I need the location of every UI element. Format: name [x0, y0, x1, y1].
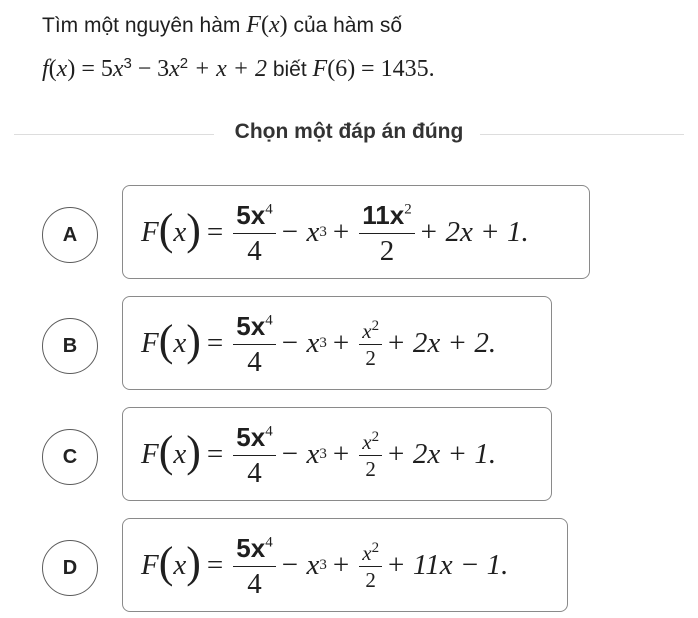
question-intro: Tìm một nguyên hàm	[42, 14, 241, 37]
divider-right	[480, 134, 684, 135]
frac2-exp: 2	[371, 428, 380, 445]
formula-tail: + 2x + 1.	[386, 437, 497, 470]
frac2-numerator: x	[362, 318, 372, 343]
frac1-denominator: 4	[247, 456, 262, 489]
frac2-exp: 2	[371, 539, 380, 556]
option-c[interactable]	[0, 407, 698, 507]
formula-func: F	[141, 326, 159, 359]
fraction-2	[359, 539, 382, 592]
formula-equals: =	[206, 437, 224, 470]
section-title: Chọn một đáp án đúng	[234, 120, 464, 143]
option-d[interactable]	[0, 518, 698, 618]
formula-c: F ( x ) = $\frac{5x^4}{4}$ − x 3 + $\frac{x^2}{2}$ + 2x + 1.	[141, 422, 497, 489]
fraction-2	[359, 200, 414, 267]
formula-tail: + 2x + 2.	[386, 326, 497, 359]
question-exp2: 2	[179, 55, 189, 72]
question-func-F: F	[246, 12, 261, 38]
question-cond-arg: 6	[335, 56, 348, 82]
frac2-denominator: 2	[365, 567, 376, 592]
frac2-exp: 2	[371, 317, 380, 334]
question-cond-func: F	[312, 56, 328, 82]
question-line-1: Tìm một nguyên hàm F(x) của hàm số	[42, 12, 402, 38]
formula-equals: =	[206, 548, 224, 581]
fraction-1	[233, 311, 275, 378]
term-2: − x	[279, 215, 320, 248]
frac2-exp: 2	[404, 201, 412, 218]
frac1-numerator: 5x	[236, 311, 266, 342]
question-coef2: 3	[157, 56, 170, 82]
formula-func: F	[141, 215, 159, 248]
question-func-f: f	[42, 56, 49, 82]
answer-box-d[interactable]	[122, 518, 568, 612]
formula-equals: =	[206, 215, 224, 248]
question-suffix: của hàm số	[293, 14, 402, 37]
term-2: − x	[279, 548, 320, 581]
formula-d: F ( x ) = $\frac{5x^4}{4}$ − x 3 + $\frac{x^2}{2}$ + 11x − 1.	[141, 533, 509, 600]
frac1-exp: 4	[265, 534, 273, 551]
term-2: − x	[279, 437, 320, 470]
frac1-numerator: 5x	[236, 533, 266, 564]
question-var: x	[268, 12, 280, 38]
formula-b: F ( x ) = $\frac{5x^4}{4}$ − x 3 + $\frac{x^2}{2}$ + 2x + 2.	[141, 311, 497, 378]
frac1-exp: 4	[265, 423, 273, 440]
question-biet: biết	[272, 58, 307, 81]
question-rhs-var: x	[112, 56, 124, 82]
frac1-numerator: 5x	[236, 200, 266, 231]
formula-tail: + 2x + 1.	[418, 215, 529, 248]
fraction-1	[233, 422, 275, 489]
frac2-denominator: 2	[379, 234, 395, 267]
option-letter-b[interactable]: B	[42, 318, 98, 374]
question-minus: −	[137, 56, 152, 82]
option-a[interactable]	[0, 185, 698, 285]
fraction-2	[359, 428, 382, 481]
frac2-numerator: x	[362, 429, 372, 454]
frac1-exp: 4	[265, 201, 273, 218]
formula-tail: + 11x − 1.	[386, 548, 509, 581]
answer-box-c[interactable]	[122, 407, 552, 501]
question-exp1: 3	[123, 55, 132, 72]
fraction-1	[233, 533, 275, 600]
question-cond-val: = 1435.	[361, 56, 435, 82]
frac2-denominator: 2	[365, 345, 376, 370]
fraction-2	[359, 317, 382, 370]
formula-equals: =	[206, 326, 224, 359]
fraction-1	[233, 200, 275, 267]
question-var-2: x	[56, 56, 68, 82]
answer-box-b[interactable]	[122, 296, 552, 390]
formula-var: x	[173, 326, 187, 359]
question-line-2: $f(x) = 5x^3 - 3x^2 + x + 2$ biết F(6) = 1435.	[42, 55, 435, 82]
formula-func: F	[141, 437, 159, 470]
frac1-exp: 4	[265, 312, 273, 329]
answer-box-a[interactable]	[122, 185, 590, 279]
option-b[interactable]	[0, 296, 698, 396]
frac1-denominator: 4	[247, 345, 262, 378]
formula-var: x	[173, 437, 187, 470]
formula-var: x	[173, 548, 187, 581]
option-letter-a[interactable]: A	[42, 207, 98, 263]
formula-a: F ( x ) = $\frac{5x^4}{4}$ − x 3 + $\frac{11x^2}{2}$ + 2x + 1.	[141, 200, 529, 267]
question-rhs-rest: + x + 2	[193, 56, 267, 82]
formula-func: F	[141, 548, 159, 581]
frac1-denominator: 4	[247, 234, 262, 267]
term-2: − x	[279, 326, 320, 359]
frac2-numerator: 11x	[362, 200, 405, 231]
option-letter-c[interactable]: C	[42, 429, 98, 485]
frac2-numerator: x	[362, 540, 372, 565]
frac2-denominator: 2	[365, 456, 376, 481]
frac1-denominator: 4	[247, 567, 262, 600]
option-letter-d[interactable]: D	[42, 540, 98, 596]
frac1-numerator: 5x	[236, 422, 266, 453]
question-coef1: 5	[100, 56, 113, 82]
formula-var: x	[173, 215, 187, 248]
